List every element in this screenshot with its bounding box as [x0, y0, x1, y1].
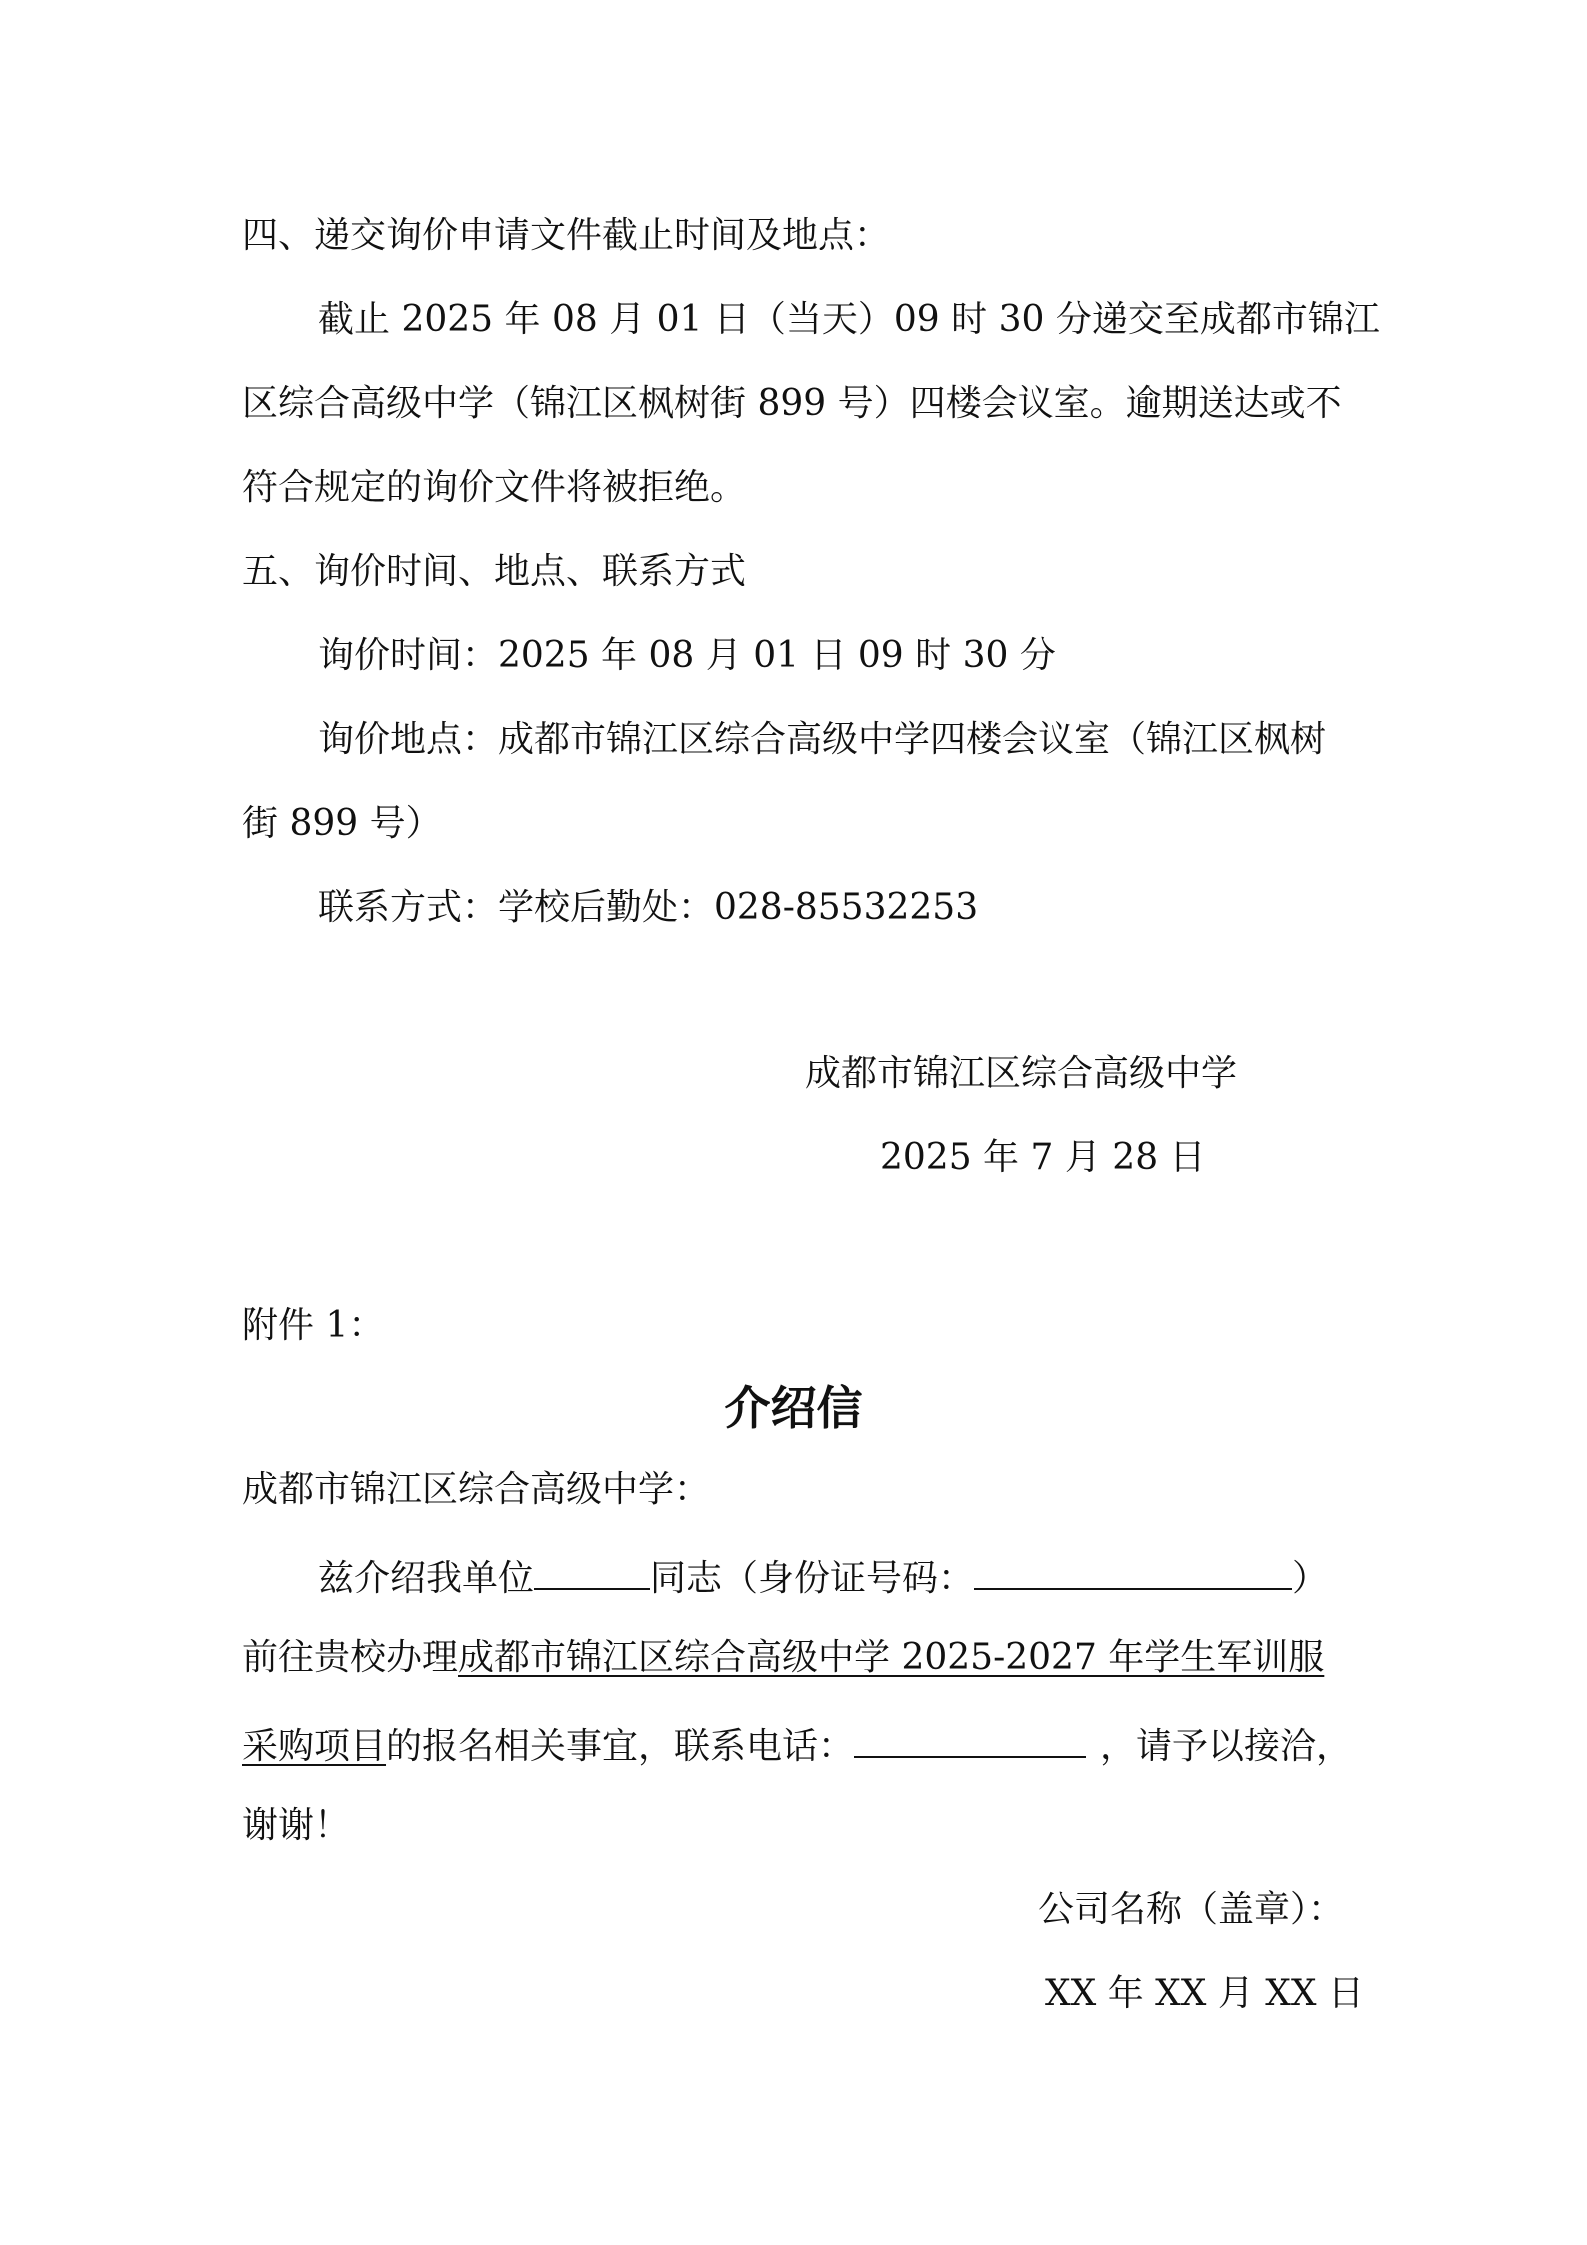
- project-name-part1: 成都市锦江区综合高级中学 2025-2027 年学生军训服: [458, 1637, 1325, 1678]
- signature-org: 成都市锦江区综合高级中学: [805, 1053, 1238, 1094]
- section4-body-line2: 区综合高级中学（锦江区枫树街 899 号）四楼会议室。逾期送达或不: [242, 383, 1342, 424]
- inquiry-place-line1: 询价地点：成都市锦江区综合高级中学四楼会议室（锦江区枫树: [318, 719, 1327, 760]
- attachment-label: 附件 1：: [242, 1305, 385, 1346]
- section4-heading: 四、递交询价申请文件截止时间及地点：: [242, 215, 891, 256]
- contact-info: 联系方式：学校后勤处：028-85532253: [318, 887, 979, 928]
- section4-body-line3: 符合规定的询价文件将被拒绝。: [242, 467, 747, 508]
- request-text: ，请予以接洽，: [1100, 1726, 1353, 1767]
- letter-paragraph-line3: [242, 1718, 1352, 1771]
- id-number-blank[interactable]: [974, 1550, 1292, 1590]
- inquiry-time: 询价时间：2025 年 08 月 01 日 09 时 30 分: [318, 635, 1056, 676]
- name-blank[interactable]: [534, 1550, 650, 1590]
- letter-salutation: 成都市锦江区综合高级中学：: [242, 1469, 711, 1510]
- inquiry-place-line2: 街 899 号）: [242, 803, 442, 844]
- letter-paragraph-line1: [318, 1550, 1428, 1603]
- purpose-text: 前往贵校办理: [242, 1637, 459, 1678]
- signature-date: 2025 年 7 月 28 日: [880, 1137, 1206, 1178]
- company-seal-label: 公司名称（盖章）：: [1038, 1889, 1345, 1930]
- close-paren: ）: [1292, 1558, 1329, 1599]
- section5-heading: 五、询价时间、地点、联系方式: [242, 551, 747, 592]
- comrade-text: 同志（身份证号码：: [650, 1558, 975, 1599]
- letter-title: 介绍信: [724, 1381, 863, 1435]
- letter-thanks: 谢谢！: [242, 1805, 351, 1846]
- letter-paragraph-line2: [242, 1634, 1352, 1682]
- intro-text: 兹介绍我单位: [318, 1558, 535, 1599]
- section4-body-line1: 截止 2025 年 08 月 01 日（当天）09 时 30 分递交至成都市锦江: [318, 299, 1380, 340]
- project-name-part2: 采购项目: [242, 1726, 387, 1767]
- letter-date: XX 年 XX 月 XX 日: [1045, 1973, 1364, 2014]
- registration-text: 的报名相关事宜，联系电话：: [386, 1726, 855, 1767]
- phone-blank[interactable]: [854, 1718, 1086, 1758]
